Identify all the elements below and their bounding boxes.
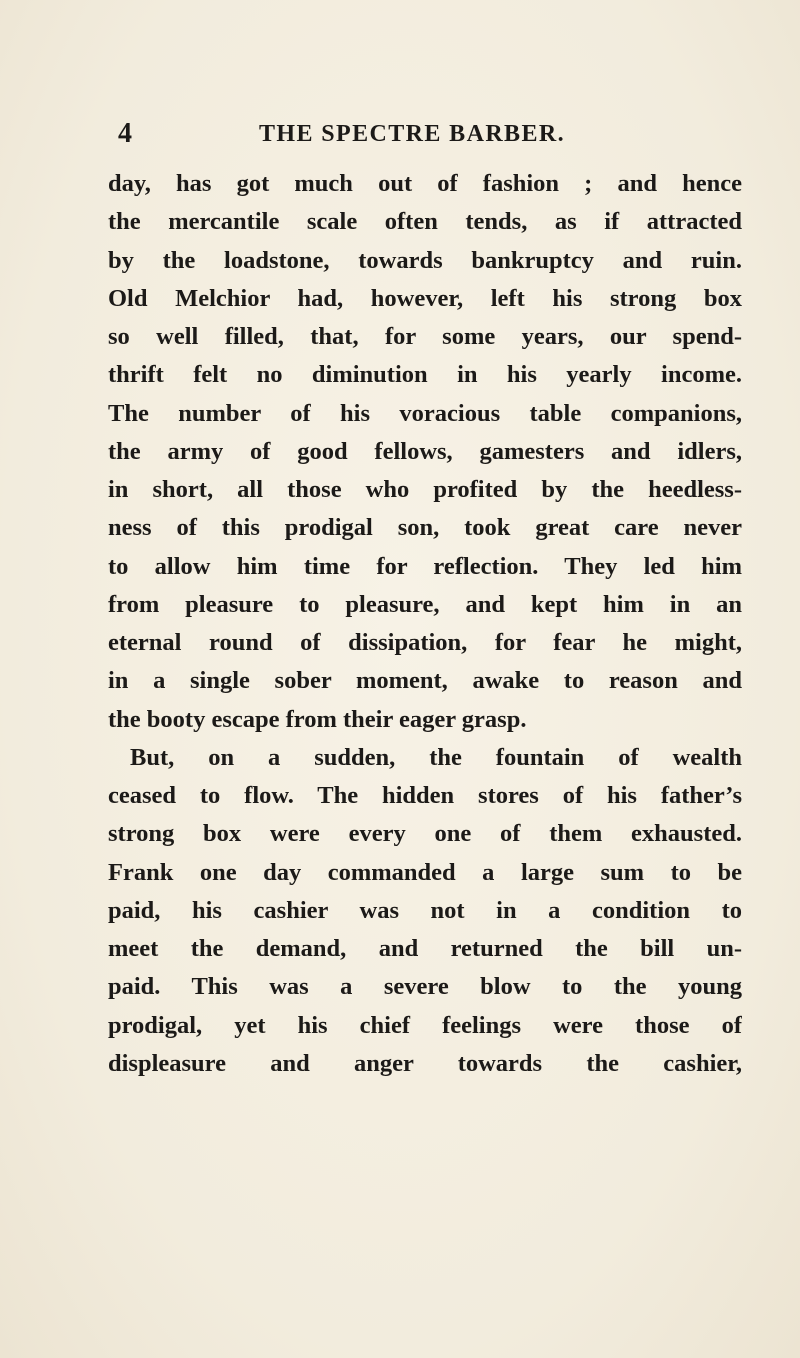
text-line: paid, his cashier was not in a condition to: [108, 896, 742, 924]
text-line: so well filled, that, for some years, our spend-: [108, 323, 742, 350]
text-line: strong box were every one of them exhausted.: [108, 820, 742, 848]
text-line: by the loadstone, towards bankruptcy and ruin.: [108, 246, 742, 274]
text-line: thrift felt no diminution in his yearly income.: [108, 361, 742, 389]
text-line: ceased to flow. The hidden stores of his father’s: [108, 782, 742, 809]
text-line: prodigal, yet his chief feelings were those of: [108, 1011, 742, 1039]
text-line: Frank one day commanded a large sum to be: [108, 858, 742, 886]
running-head: THE SPECTRE BARBER.: [259, 121, 565, 147]
text-line: from pleasure to pleasure, and kept him in an: [108, 590, 742, 618]
text-line: the mercantile scale often tends, as if attracted: [108, 208, 742, 236]
text-line: to allow him time for reflection. They led him: [108, 552, 742, 580]
text-line: in a single sober moment, awake to reason and: [108, 667, 742, 695]
text-line: day, has got much out of fashion ; and hence: [108, 170, 742, 197]
text-line: meet the demand, and returned the bill un-: [108, 935, 742, 962]
text-line: But, on a sudden, the fountain of wealth: [130, 743, 742, 771]
text-line: Old Melchior had, however, left his strong box: [108, 284, 742, 312]
page-number: 4: [118, 118, 132, 149]
text-line: displeasure and anger towards the cashier,: [108, 1049, 742, 1077]
text-line: the army of good fellows, gamesters and idlers,: [108, 437, 742, 465]
text-line: ness of this prodigal son, took great care never: [108, 514, 742, 542]
text-line: in short, all those who profited by the heedless-: [108, 476, 742, 503]
text-line: eternal round of dissipation, for fear he might,: [108, 629, 742, 656]
page-header: [0, 118, 800, 158]
text-line: The number of his voracious table companions,: [108, 399, 742, 427]
text-line: paid. This was a severe blow to the young: [108, 973, 742, 1001]
text-line: the booty escape from their eager grasp.: [108, 705, 527, 733]
body-text: [108, 165, 742, 1083]
